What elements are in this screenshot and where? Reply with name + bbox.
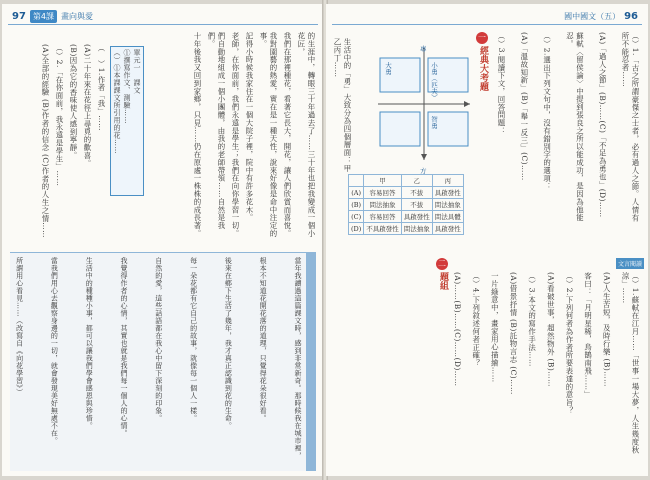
question-column: (A)「過人之節」(B)……(C)「不足為勇也」(D)…… <box>598 32 608 218</box>
passage-column: 當年我讀過這篇課文時，感到非常新奇。那時候我在城市裡， <box>293 257 302 460</box>
question-column: (A)……(B)……(C)……(D)…… <box>453 272 462 387</box>
passage-column: 根本不知道花開花落的道理，只覺得花朵很好看。 <box>259 257 268 422</box>
question-column: (A)二十年來在花徑上尋覓的歡喜。 <box>83 44 92 168</box>
table-row <box>349 187 464 199</box>
table-cell: 容易回答 <box>364 187 402 199</box>
question-column: （ ）1.作者「我」…… <box>97 44 106 132</box>
quadrant-label: 小勇（匹夫） <box>430 62 438 101</box>
table-cell: (B) <box>349 199 364 211</box>
box-column: ①撰寫作文、測驗…… <box>123 49 131 124</box>
passage-column: 當我們用心去觀察身邊的一切，就會發現美好無處不在。 <box>50 257 59 445</box>
reading-passage <box>14 257 302 467</box>
right-top-questions <box>496 32 640 228</box>
quadrant-box <box>380 112 420 146</box>
table-header: 甲 <box>364 175 402 187</box>
left-main-text <box>152 32 316 242</box>
left-header-rule <box>8 24 318 25</box>
table-row <box>349 175 464 187</box>
right-page <box>326 4 648 476</box>
question-column: (A)「溫故知新」(B)「舉一反三」(C)…… <box>519 32 529 181</box>
question-column: (A)看破世事，超然物外 (B)…… <box>546 272 556 388</box>
box-column: 單元一 課文 <box>133 49 141 94</box>
axis-top-label: 專 <box>420 45 427 53</box>
text-column: 老師，在你面前，我們永遠是學生；我們在向你學習一切。 <box>231 32 240 238</box>
arrow-right-icon <box>464 101 470 107</box>
table-row <box>349 211 464 223</box>
question-column: （）1.蘇軾在江月……「世事一場大夢，人生幾度秋涼」…… <box>620 272 640 454</box>
question-column: （）3.本文的寫作手法…… <box>527 272 537 367</box>
question-column: 客曰：「月明星稀，烏鵲南飛……」 <box>583 272 593 399</box>
table-cell: 不具啟發性 <box>364 223 402 235</box>
table-row <box>349 199 464 211</box>
section-title: 題組 <box>438 272 448 290</box>
answer-table <box>348 174 464 235</box>
passage-column: 生活中的種種小事，都可以讓我們學會感恩與珍惜。 <box>85 257 94 430</box>
right-lower-questions <box>452 272 640 472</box>
arrow-down-icon <box>421 154 427 160</box>
quadrant-label: 大勇 <box>384 62 392 75</box>
question-column: （）3.閱讀下文，回答問題： <box>497 32 506 135</box>
table-cell: (C) <box>349 211 364 223</box>
axis-bottom-label: 方 <box>420 167 427 175</box>
passage-column: 我覺得作者的心情，其實也就是我們每一個人的心情。 <box>119 257 128 437</box>
question-column: (A)全部的經驗 (B)作者的信念 (C)作者的人生之情…… <box>41 44 50 239</box>
table-header: 乙 <box>401 175 432 187</box>
section-number-badge: 一 <box>478 33 486 42</box>
right-header <box>332 8 642 24</box>
right-page-number: 96 <box>624 10 638 22</box>
question-column: （）4.下列敘述何者正確？ <box>471 272 481 367</box>
table-cell: 容易回答 <box>364 211 402 223</box>
passage-column: 自然的愛，這些話語都在我心中留下深刻的印象。 <box>154 257 163 422</box>
table-cell: 不拔 <box>401 187 432 199</box>
band-edge-strip <box>306 253 316 471</box>
passage-column: 每一朵花都有它自己的故事，就像每一個人一樣。 <box>189 257 198 422</box>
table-cell: 具啟發性 <box>432 223 463 235</box>
text-column: 我們在那裡種花，看著它長大，開花，讓人們欣賞而喜悅。 <box>283 32 292 238</box>
table-cell: 問法具體 <box>432 211 463 223</box>
passage-column: 後來在鄉下生活了幾年，我才真正認識到花的生命。 <box>224 257 233 430</box>
question-column: 蘇軾〈留侯論〉中提到張良之所以能成功，是因為他能忍。 <box>565 32 585 222</box>
question-column: (A)人生苦短，及時行樂 (B)…… <box>602 272 612 388</box>
left-page <box>2 4 324 476</box>
question-column: 一片綠意中，畫家用心描繪…… <box>490 272 500 383</box>
exercise-box <box>110 46 144 196</box>
box-column: （）①本課課文所引用的花…… <box>113 49 121 154</box>
reading-passage-band <box>10 252 316 471</box>
quadrant-label: 智勇 <box>430 116 438 129</box>
question-list <box>10 44 106 244</box>
question-column: （）1.「古之所謂豪傑之士者，必有過人之節。人情有所不能忍者…… <box>620 32 640 222</box>
question-column: （）2.「在你面前，我永遠是學生」…… <box>55 44 64 187</box>
text-column: 十年後我又回到家鄉，只見……仍在原處一株株的成長著。 <box>193 32 202 238</box>
table-row <box>349 223 464 235</box>
chapter-title: 畫向與愛 <box>61 11 94 21</box>
question-column: (B)因為它的香味使人感到寧靜。 <box>69 44 78 160</box>
left-header <box>8 8 318 24</box>
table-cell: 問法抽象 <box>364 199 402 211</box>
text-column: 我對園藝的熱愛，實在是一種天性，說來好像是命中注定的事。 <box>259 32 278 238</box>
text-column: 們自動地組成一個小團體，由我的老師帶領……自然是我們。 <box>207 32 226 230</box>
table-cell: 問法抽象 <box>432 199 463 211</box>
question-column: (A)借景抒情 (B)託物言志 (C)…… <box>508 272 518 395</box>
reading-type-tag: 文言閱讀 <box>616 258 644 269</box>
table-cell: (D) <box>349 223 364 235</box>
section-number-badge: 二 <box>438 259 446 268</box>
left-page-number: 97 <box>12 10 26 22</box>
book-title: 國中國文（五） <box>564 11 621 21</box>
question-column: （）2.選出下列文句中，沒有錯別字的選項： <box>542 32 552 191</box>
table-cell: (A) <box>349 187 364 199</box>
chapter-badge: 第4課 <box>30 10 57 23</box>
text-column: 的生涯中，轉眼三十年過去了……三十年也把我變成一個小花匠， <box>297 32 316 238</box>
table-header: 丙 <box>432 175 463 187</box>
table-cell: 具啟發性 <box>432 187 463 199</box>
side-note-column: 生活中的「勇」大致分為四個層面：甲乙丙丁…… <box>333 38 352 173</box>
table-cell: 具啟發性 <box>401 211 432 223</box>
text-column: 記得小時候我家住在一個大院子裡，院中有許多花木。 <box>245 32 254 222</box>
section-title: 經典大考題 <box>478 46 488 91</box>
right-header-rule <box>332 24 642 25</box>
table-cell: 問法抽象 <box>401 223 432 235</box>
question-column: （）2.下列何者為作者所要表達的意旨？ <box>564 272 574 415</box>
table-cell: 不拔 <box>401 199 432 211</box>
passage-column: 所謂用心看見……（改寫自《向花學習》） <box>15 257 24 396</box>
